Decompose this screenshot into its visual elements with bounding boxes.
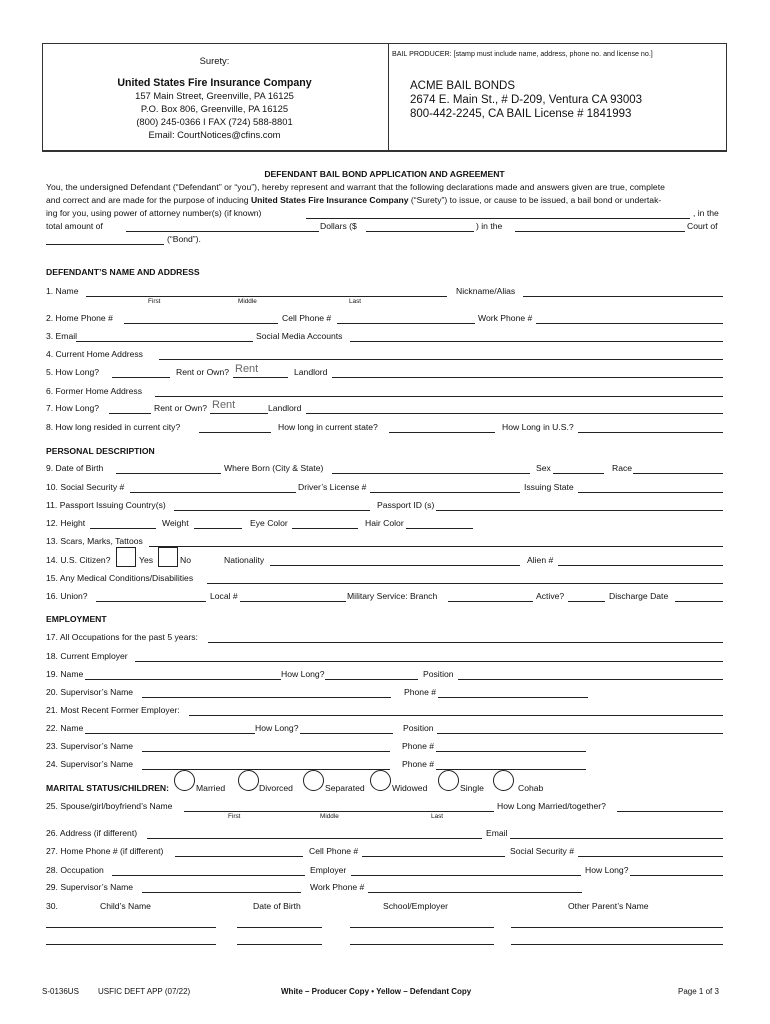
intro-dollars: Dollars ($ — [320, 221, 357, 231]
issuing-state-field[interactable] — [578, 492, 723, 493]
employer-how-long-field[interactable] — [325, 679, 418, 680]
field-30-label: 30. — [46, 901, 58, 911]
field-23-label: 23. Supervisor’s Name — [46, 741, 134, 751]
other-supervisor-name-field[interactable] — [142, 769, 390, 770]
spouse-email-label: Email — [486, 828, 508, 838]
spouse-supervisor-field[interactable] — [142, 892, 301, 893]
drivers-license-label: Driver’s License # — [298, 482, 367, 492]
header-divider — [388, 44, 389, 150]
field-28-label: 28. Occupation — [46, 865, 104, 875]
intro-line-1: You, the undersigned Defendant (“Defendant” or “you”), hereby represent and warrant that the following declarations made and answers given are true, complete — [46, 182, 665, 192]
former-how-long-label: How Long? — [255, 723, 299, 733]
total-amount-number-field[interactable] — [366, 231, 474, 232]
single-label: Single — [460, 783, 484, 793]
rent-own-field[interactable] — [233, 377, 288, 378]
field-24-label: 24. Supervisor’s Name — [46, 759, 134, 769]
bail-producer-label: BAIL PRODUCER: [stamp must include name, address, phone no. and license no.] — [392, 50, 653, 58]
alien-label: Alien # — [527, 555, 554, 565]
spouse-address-field[interactable] — [147, 838, 482, 839]
issuing-state-label: Issuing State — [524, 482, 574, 492]
supervisor-phone-field[interactable] — [438, 697, 588, 698]
intro-total-amount: total amount of — [46, 221, 103, 231]
weight-field[interactable] — [194, 528, 242, 529]
passport-country-field[interactable] — [174, 510, 370, 511]
former-employer-how-long-field[interactable] — [300, 733, 393, 734]
spouse-middle-sublabel: Middle — [320, 813, 339, 820]
scars-field[interactable] — [149, 546, 723, 547]
section-marital: MARITAL STATUS/CHILDREN: — [46, 783, 170, 793]
alien-field[interactable] — [558, 565, 723, 566]
spouse-occupation-field[interactable] — [112, 875, 305, 876]
social-media-label: Social Media Accounts — [256, 331, 343, 341]
spouse-email-field[interactable] — [510, 838, 723, 839]
child-dob-header: Date of Birth — [253, 901, 301, 911]
field-21-label: 21. Most Recent Former Employer: — [46, 705, 180, 715]
field-22-label: 22. Name — [46, 723, 84, 733]
field-3-label: 3. Email — [46, 331, 78, 341]
name-middle-sublabel: Middle — [238, 298, 257, 305]
field-18-label: 18. Current Employer — [46, 651, 128, 661]
current-employer-field[interactable] — [135, 661, 723, 662]
section-name-address: DEFENDANT’S NAME AND ADDRESS — [46, 267, 200, 277]
how-long-married-label: How Long Married/together? — [497, 801, 606, 811]
field-8-label: 8. How long resided in current city? — [46, 422, 181, 432]
employer-position-field[interactable] — [458, 679, 723, 680]
work-phone-label: Work Phone # — [478, 313, 533, 323]
intro-court-of: Court of — [687, 221, 718, 231]
former-rent-own-label: Rent or Own? — [154, 403, 208, 413]
married-radio[interactable] — [174, 770, 195, 791]
hair-color-label: Hair Color — [365, 518, 404, 528]
field-7-label: 7. How Long? — [46, 403, 100, 413]
field-10-label: 10. Social Security # — [46, 482, 125, 492]
section-employment: EMPLOYMENT — [46, 614, 107, 624]
active-label: Active? — [536, 591, 565, 601]
nickname-field[interactable] — [523, 296, 723, 297]
weight-label: Weight — [162, 518, 189, 528]
child-2-dob-field[interactable] — [237, 944, 322, 945]
field-1-label: 1. Name — [46, 286, 79, 296]
spouse-employer-field[interactable] — [351, 875, 581, 876]
intro-surety-name: United States Fire Insurance Company — [250, 195, 409, 205]
name-field[interactable] — [86, 296, 447, 297]
field-27-label: 27. Home Phone # (if different) — [46, 846, 164, 856]
sex-label: Sex — [536, 463, 551, 473]
cell-phone-field[interactable] — [337, 323, 475, 324]
former-supervisor-name-field[interactable] — [142, 751, 390, 752]
intro-line-2-a: and correct and are made for the purpose of inducing — [46, 195, 251, 205]
footer-form-code: S-0136US — [42, 987, 79, 996]
field-14-label: 14. U.S. Citizen? — [46, 555, 111, 565]
former-position-field[interactable] — [437, 733, 723, 734]
passport-id-field[interactable] — [436, 510, 723, 511]
spouse-ssn-label: Social Security # — [510, 846, 575, 856]
former-how-long-field[interactable] — [109, 413, 151, 414]
producer-name: ACME BAIL BONDS — [410, 80, 516, 92]
dob-field[interactable] — [116, 473, 221, 474]
other-parent-header: Other Parent’s Name — [568, 901, 649, 911]
header-bottom-rule — [42, 151, 727, 152]
supervisor-name-field[interactable] — [142, 697, 391, 698]
court-name-field[interactable] — [515, 231, 685, 232]
power-of-attorney-field[interactable] — [306, 218, 690, 219]
cohab-radio[interactable] — [493, 770, 514, 791]
ssn-field[interactable] — [130, 492, 296, 493]
form-title: DEFENDANT BAIL BOND APPLICATION AND AGREEMENT — [264, 169, 505, 179]
single-radio[interactable] — [438, 770, 459, 791]
spouse-employer-label: Employer — [310, 865, 347, 875]
citizen-no-label: No — [180, 555, 191, 565]
field-29-label: 29. Supervisor’s Name — [46, 882, 134, 892]
email-field[interactable] — [76, 341, 253, 342]
union-field[interactable] — [96, 601, 206, 602]
rent-own-label: Rent or Own? — [176, 367, 230, 377]
spouse-home-phone-field[interactable] — [175, 856, 303, 857]
eye-color-field[interactable] — [292, 528, 358, 529]
passport-id-label: Passport ID (s) — [377, 500, 435, 510]
nationality-label: Nationality — [224, 555, 265, 565]
field-6-label: 6. Former Home Address — [46, 386, 142, 396]
military-branch-field[interactable] — [448, 601, 533, 602]
married-label: Married — [196, 783, 226, 793]
sex-field[interactable] — [553, 473, 604, 474]
child-2-school-field[interactable] — [350, 944, 494, 945]
height-field[interactable] — [90, 528, 156, 529]
widowed-radio[interactable] — [370, 770, 391, 791]
nickname-label: Nickname/Alias — [456, 286, 516, 296]
court-of-field[interactable] — [46, 244, 164, 245]
rent-own-value[interactable]: Rent — [235, 363, 259, 375]
cell-phone-label: Cell Phone # — [282, 313, 332, 323]
intro-bond: (“Bond”). — [167, 234, 201, 244]
former-landlord-field[interactable] — [306, 413, 723, 414]
occupations-field[interactable] — [208, 642, 723, 643]
former-employer-field[interactable] — [189, 715, 723, 716]
other-supervisor-phone-label: Phone # — [402, 759, 435, 769]
name-last-sublabel: Last — [349, 298, 362, 305]
discharge-date-label: Discharge Date — [609, 591, 669, 601]
city-duration-field[interactable] — [199, 432, 271, 433]
field-15-label: 15. Any Medical Conditions/Disabilities — [46, 573, 194, 583]
child-1-dob-field[interactable] — [237, 927, 322, 928]
spouse-ssn-field[interactable] — [578, 856, 723, 857]
separated-radio[interactable] — [303, 770, 324, 791]
footer-page-number: Page 1 of 3 — [678, 987, 719, 996]
field-16-label: 16. Union? — [46, 591, 88, 601]
spouse-last-sublabel: Last — [431, 813, 444, 820]
former-employer-name-field[interactable] — [85, 733, 255, 734]
separated-label: Separated — [325, 783, 365, 793]
producer-phone-license: 800-442-2245, CA BAIL License # 1841993 — [410, 108, 632, 120]
supervisor-phone-label: Phone # — [404, 687, 437, 697]
child-2-parent-field[interactable] — [511, 944, 723, 945]
child-1-name-field[interactable] — [46, 927, 216, 928]
landlord-field[interactable] — [332, 377, 723, 378]
field-11-label: 11. Passport Issuing Country(s) — [46, 500, 166, 510]
total-amount-words-field[interactable] — [126, 231, 319, 232]
where-born-label: Where Born (City & State) — [224, 463, 324, 473]
surety-address2: P.O. Box 806, Greenville, PA 16125 — [140, 103, 289, 114]
intro-line-2 — [46, 195, 661, 205]
eye-color-label: Eye Color — [250, 518, 288, 528]
field-4-label: 4. Current Home Address — [46, 349, 143, 359]
social-media-field[interactable] — [350, 341, 723, 342]
name-first-sublabel: First — [148, 298, 161, 305]
active-field[interactable] — [568, 601, 605, 602]
how-long-married-field[interactable] — [617, 811, 723, 812]
spouse-work-phone-field[interactable] — [368, 892, 582, 893]
spouse-how-long-label: How Long? — [585, 865, 629, 875]
field-19-label: 19. Name — [46, 669, 84, 679]
citizen-yes-checkbox[interactable] — [116, 547, 136, 567]
race-label: Race — [612, 463, 633, 473]
section-personal: PERSONAL DESCRIPTION — [46, 446, 155, 456]
military-label: Military Service: Branch — [347, 591, 438, 601]
citizen-yes-label: Yes — [139, 555, 154, 565]
child-2-name-field[interactable] — [46, 944, 216, 945]
producer-address: 2674 E. Main St., # D-209, Ventura CA 93003 — [410, 94, 643, 106]
field-17-label: 17. All Occupations for the past 5 years: — [46, 632, 198, 642]
field-13-label: 13. Scars, Marks, Tattoos — [46, 536, 143, 546]
former-address-field[interactable] — [155, 396, 723, 397]
work-phone-field[interactable] — [536, 323, 723, 324]
citizen-no-checkbox[interactable] — [158, 547, 178, 567]
intro-line-3: ing for you, using power of attorney number(s) (if known) — [46, 208, 262, 218]
footer-copies: White – Producer Copy • Yellow – Defendant Copy — [281, 987, 472, 996]
child-name-header: Child’s Name — [100, 901, 151, 911]
spouse-cell-field[interactable] — [362, 856, 505, 857]
employer-how-long-label: How Long? — [281, 669, 325, 679]
field-5-label: 5. How Long? — [46, 367, 100, 377]
home-phone-field[interactable] — [124, 323, 278, 324]
surety-company-name: United States Fire Insurance Company — [117, 77, 312, 89]
race-field[interactable] — [633, 473, 723, 474]
divorced-label: Divorced — [259, 783, 293, 793]
former-rent-own-field[interactable] — [210, 413, 268, 414]
surety-email: Email: CourtNotices@cfins.com — [148, 129, 281, 140]
surety-address1: 157 Main Street, Greenville, PA 16125 — [135, 90, 294, 101]
child-school-header: School/Employer — [383, 901, 448, 911]
spouse-first-sublabel: First — [228, 813, 241, 820]
field-26-label: 26. Address (if different) — [46, 828, 138, 838]
employer-name-field[interactable] — [85, 679, 281, 680]
us-duration-label: How Long in U.S.? — [502, 422, 574, 432]
current-address-field[interactable] — [159, 359, 723, 360]
intro-line-2-c: (“Surety”) to issue, or cause to be issued, a bail bond or undertak- — [408, 195, 662, 205]
field-20-label: 20. Supervisor’s Name — [46, 687, 134, 697]
field-2-label: 2. Home Phone # — [46, 313, 113, 323]
spouse-how-long-field[interactable] — [630, 875, 723, 876]
us-duration-field[interactable] — [578, 432, 723, 433]
drivers-license-field[interactable] — [370, 492, 520, 493]
landlord-label: Landlord — [294, 367, 328, 377]
child-1-parent-field[interactable] — [511, 927, 723, 928]
field-12-label: 12. Height — [46, 518, 86, 528]
field-25-label: 25. Spouse/girl/boyfriend’s Name — [46, 801, 173, 811]
other-supervisor-phone-field[interactable] — [436, 769, 586, 770]
intro-in-the: ) in the — [476, 221, 503, 231]
former-rent-own-value[interactable]: Rent — [212, 399, 236, 411]
local-field[interactable] — [240, 601, 346, 602]
field-9-label: 9. Date of Birth — [46, 463, 104, 473]
spouse-work-phone-label: Work Phone # — [310, 882, 365, 892]
widowed-label: Widowed — [392, 783, 428, 793]
former-position-label: Position — [403, 723, 434, 733]
intro-line-3-b: , in the — [693, 208, 719, 218]
state-duration-label: How long in current state? — [278, 422, 378, 432]
how-long-field[interactable] — [112, 377, 170, 378]
cohab-label: Cohab — [518, 783, 544, 793]
former-supervisor-phone-label: Phone # — [402, 741, 435, 751]
hair-color-field[interactable] — [406, 528, 473, 529]
spouse-cell-label: Cell Phone # — [309, 846, 359, 856]
state-duration-field[interactable] — [389, 432, 495, 433]
spouse-name-field[interactable] — [184, 811, 494, 812]
footer-form-name: USFIC DEFT APP (07/22) — [98, 987, 191, 996]
nationality-field[interactable] — [270, 565, 520, 566]
child-1-school-field[interactable] — [350, 927, 494, 928]
surety-label: Surety: — [199, 55, 230, 66]
medical-conditions-field[interactable] — [207, 583, 723, 584]
surety-phone-fax: (800) 245-0366 I FAX (724) 588-8801 — [136, 116, 293, 127]
former-supervisor-phone-field[interactable] — [436, 751, 586, 752]
employer-position-label: Position — [423, 669, 454, 679]
where-born-field[interactable] — [332, 473, 530, 474]
local-label: Local # — [210, 591, 238, 601]
discharge-date-field[interactable] — [675, 601, 723, 602]
former-landlord-label: Landlord — [268, 403, 302, 413]
divorced-radio[interactable] — [238, 770, 259, 791]
